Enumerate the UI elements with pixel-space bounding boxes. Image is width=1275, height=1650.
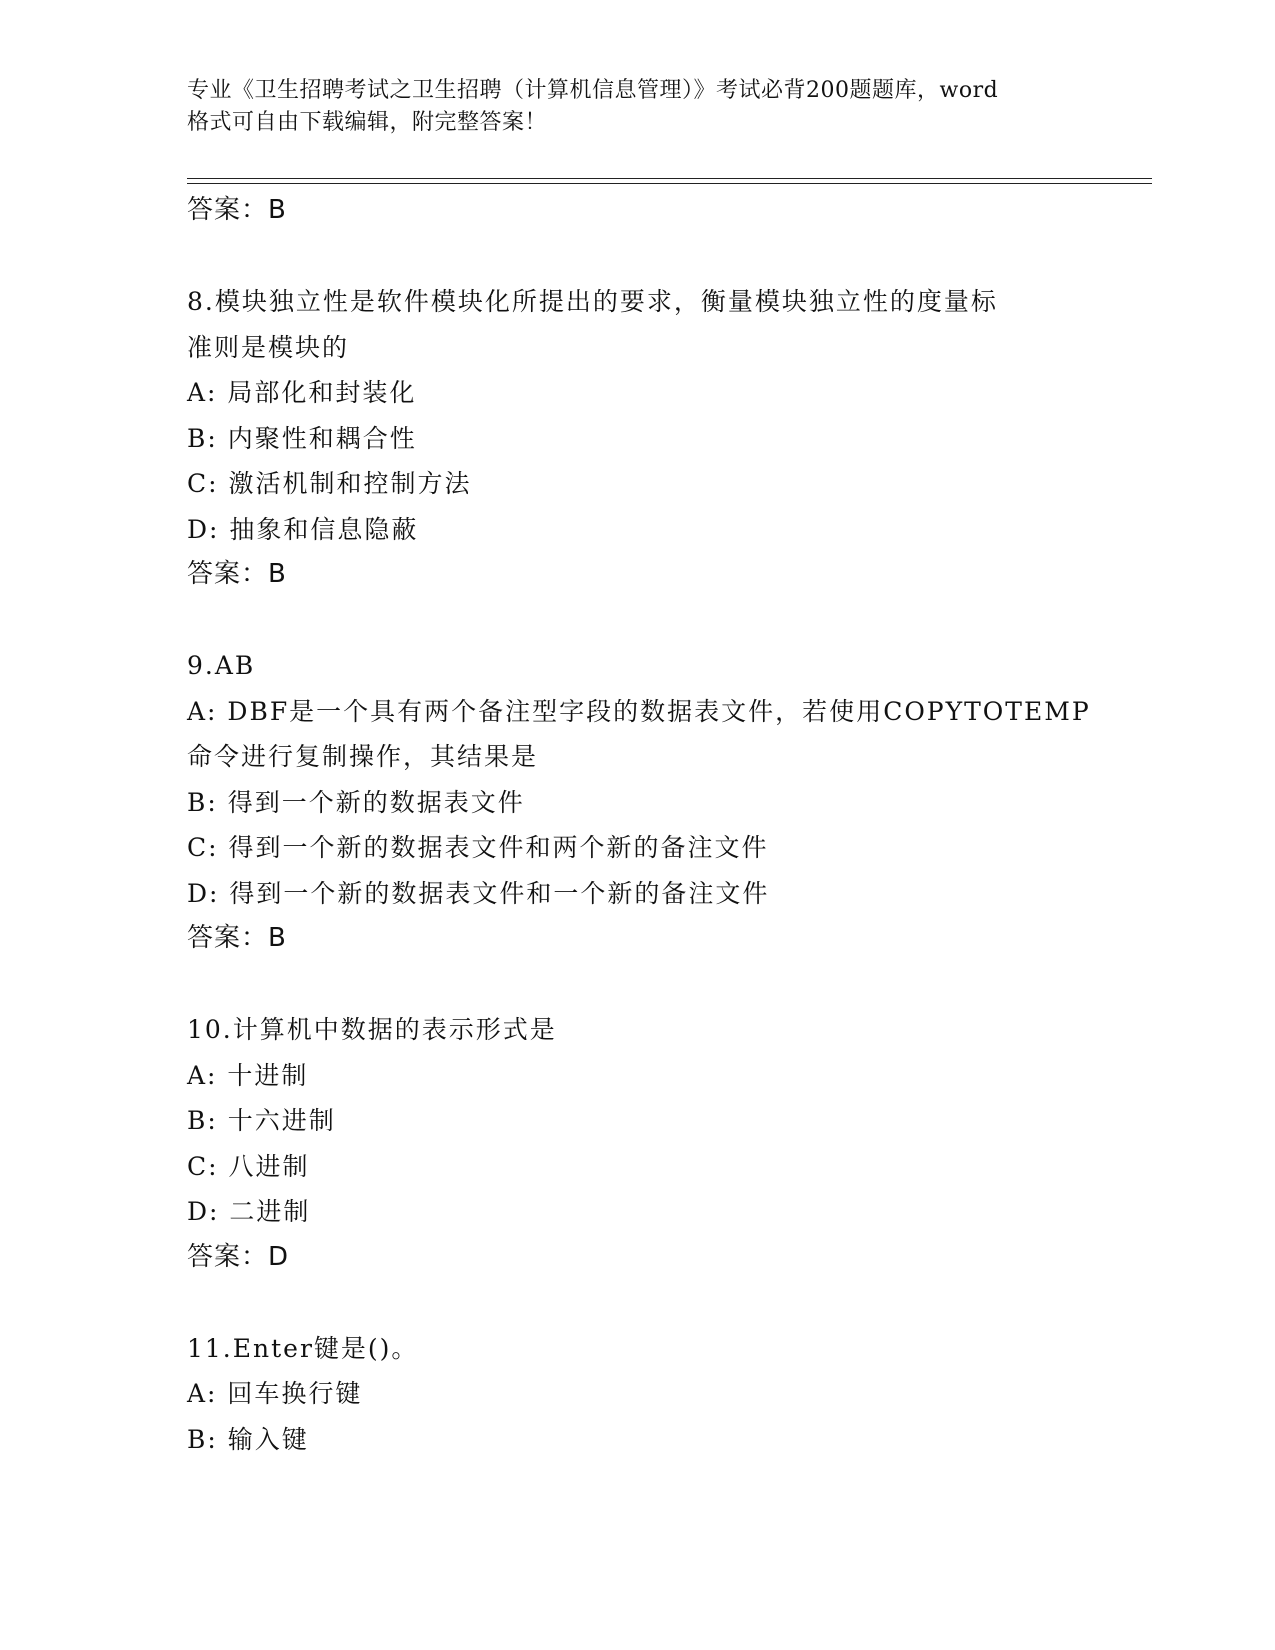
q9-answer: 答案：B <box>187 923 287 953</box>
q9-question: 9.AB <box>187 651 256 680</box>
document-header <box>187 75 1087 139</box>
q10-option-c: C: 八进制 <box>187 1151 310 1181</box>
header-line-2: 格式可自由下载编辑，附完整答案！ <box>187 110 548 135</box>
q8-question-line-1: 8.模块独立性是软件模块化所提出的要求，衡量模块独立性的度量标 <box>187 287 998 316</box>
q10-question: 10.计算机中数据的表示形式是 <box>187 1015 557 1044</box>
q11-question: 11.Enter键是()。 <box>187 1333 419 1363</box>
q11-option-b: B: 输入键 <box>187 1424 309 1454</box>
q9-option-b: B: 得到一个新的数据表文件 <box>187 787 525 817</box>
spacer <box>187 962 1087 1008</box>
header-rule-top <box>187 178 1152 179</box>
header-rule-bottom <box>187 183 1152 184</box>
q9-option-c: C: 得到一个新的数据表文件和两个新的备注文件 <box>187 833 769 862</box>
q10-option-b: B: 十六进制 <box>187 1106 336 1135</box>
spacer <box>187 598 1087 644</box>
q8-option-b: B: 内聚性和耦合性 <box>187 423 417 453</box>
q9-option-d: D: 得到一个新的数据表文件和一个新的备注文件 <box>187 878 770 908</box>
q8-answer: 答案：B <box>187 559 287 589</box>
q9-option-a-line-1: A: DBF是一个具有两个备注型字段的数据表文件，若使用COPYTOTEMP <box>187 696 1091 726</box>
header-line-1: 专业《卫生招聘考试之卫生招聘（计算机信息管理）》考试必背200题题库，word <box>187 78 999 103</box>
q7-answer: 答案：B <box>187 195 287 225</box>
q8-option-d: D: 抽象和信息隐蔽 <box>187 514 419 544</box>
spacer <box>187 234 1087 280</box>
q10-answer: 答案：D <box>187 1241 290 1272</box>
q11-option-a: A: 回车换行键 <box>187 1379 363 1408</box>
q10-option-d: D: 二进制 <box>187 1197 311 1226</box>
q8-option-a: A: 局部化和封装化 <box>187 378 417 407</box>
question-list <box>187 188 1091 1462</box>
q9-option-a-line-2: 命令进行复制操作，其结果是 <box>187 742 539 771</box>
spacer <box>187 1280 1087 1326</box>
q8-question-line-2: 准则是模块的 <box>187 332 350 362</box>
q10-option-a: A: 十进制 <box>187 1060 309 1090</box>
q8-option-c: C: 激活机制和控制方法 <box>187 469 472 498</box>
